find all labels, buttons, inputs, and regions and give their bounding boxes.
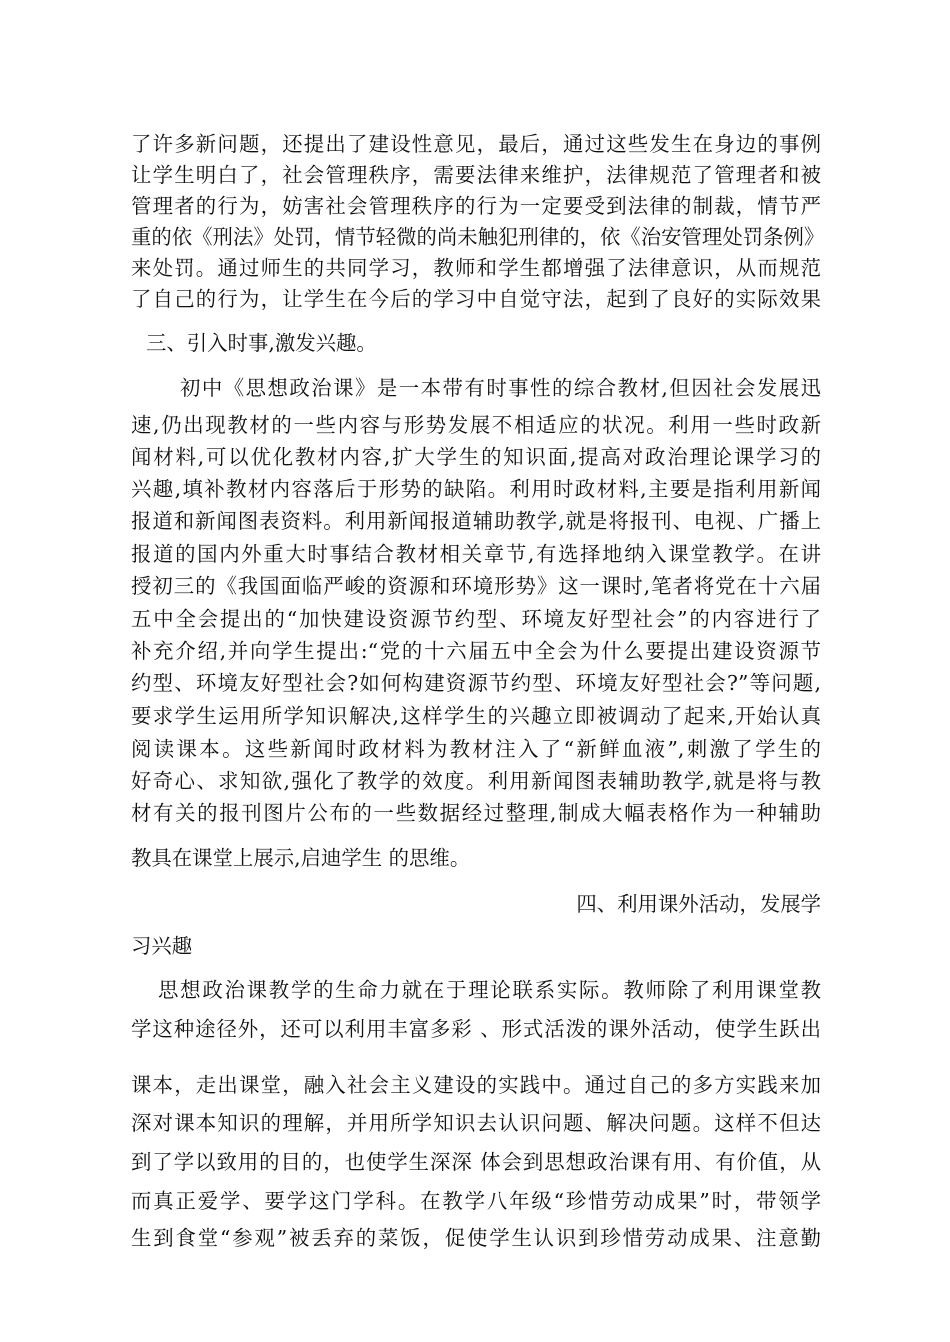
section3-line-1: 初中《思想政治课》是一本带有时事性的综合教材,但因社会发展迅	[180, 376, 821, 400]
section3-line-5: 报道和新闻图表资料。利用新闻报道辅助教学,就是将报刊、电视、广播上	[131, 509, 821, 533]
paragraph1-line-3: 管理者的行为，妨害社会管理秩序的行为一定要受到法律的制裁，情节严	[131, 194, 821, 218]
section4-line-2: 学这种途径外，还可以利用丰富多彩 、形式活泼的课外活动，使学生跃出	[131, 1017, 821, 1041]
section3-line-9: 补充介绍,并向学生提出:“党的十六届五中全会为什么要提出建设资源节	[131, 639, 821, 663]
paragraph1-line-5: 来处罚。通过师生的共同学习，教师和学生都增强了法律意识，从而规范	[131, 256, 821, 280]
section4-heading-line-1: 四、利用课外活动，发展学	[576, 892, 821, 916]
section3-line-10: 约型、环境友好型社会?如何构建资源节约型、环境友好型社会?”等问题,	[131, 671, 821, 695]
paragraph1-line-6: 了自己的行为，让学生在今后的学习中自觉守法，起到了良好的实际效果	[131, 287, 821, 311]
section3-line-11: 要求学生运用所学知识解决,这样学生的兴趣立即被调动了起来,开始认真	[131, 704, 821, 728]
section3-line-7: 授初三的《我国面临严峻的资源和环境形势》这一课时,笔者将党在十六届	[131, 574, 821, 598]
section4-line-7: 生到食堂“参观”被丢弃的菜饭，促使学生认识到珍惜劳动成果、注意勤	[131, 1226, 821, 1250]
section4-line-6: 而真正爱学、要学这门学科。在教学八年级“珍惜劳动成果”时，带领学	[131, 1189, 821, 1213]
section3-line-2: 速,仍出现教材的一些内容与形势发展不相适应的状况。利用一些时政新	[131, 413, 821, 437]
section3-line-4: 兴趣,填补教材内容落后于形势的缺陷。利用时政材料,主要是指利用新闻	[131, 477, 821, 501]
paragraph1-line-2: 让学生明白了，社会管理秩序，需要法律来维护，法律规范了管理者和被	[131, 163, 821, 187]
section4-line-1: 思想政治课教学的生命力就在于理论联系实际。教师除了利用课堂教	[158, 978, 821, 1002]
section3-line-14: 材有关的报刊图片公布的一些数据经过整理,制成大幅表格作为一种辅助	[131, 801, 821, 825]
section3-line-13: 好奇心、求知欲,强化了教学的效度。利用新闻图表辅助教学,就是将与教	[131, 769, 821, 793]
section3-line-8: 五中全会提出的“加快建设资源节约型、环境友好型社会”的内容进行了	[131, 607, 821, 631]
section4-line-3: 课本，走出课堂，融入社会主义建设的实践中。通过自己的多方实践来加	[131, 1073, 821, 1097]
section3-line-3: 闻材料,可以优化教材内容,扩大学生的知识面,提高对政治理论课学习的	[131, 445, 821, 469]
paragraph1-line-1: 了许多新问题，还提出了建设性意见，最后，通过这些发生在身边的事例	[131, 132, 821, 156]
section4-heading-line-2: 习兴趣	[131, 934, 193, 958]
section3-line-6: 报道的国内外重大时事结合教材相关章节,有选择地纳入课堂教学。在讲	[131, 542, 821, 566]
section3-line-12: 阅读课本。这些新闻时政材料为教材注入了“新鲜血液”,刺激了学生的	[131, 737, 821, 761]
section3-line-15: 教具在课堂上展示,启迪学生 的思维。	[131, 846, 471, 870]
section3-heading: 三、引入时事,激发兴趣。	[146, 331, 377, 355]
section4-line-5: 到了学以致用的目的，也使学生深深 体会到思想政治课有用、有价值，从	[131, 1150, 821, 1174]
paragraph1-line-4: 重的依《刑法》处罚，情节轻微的尚未触犯刑律的，依《治安管理处罚条例》	[131, 225, 825, 249]
section4-line-4: 深对课本知识的理解，并用所学知识去认识问题、解决问题。这样不但达	[131, 1111, 821, 1135]
